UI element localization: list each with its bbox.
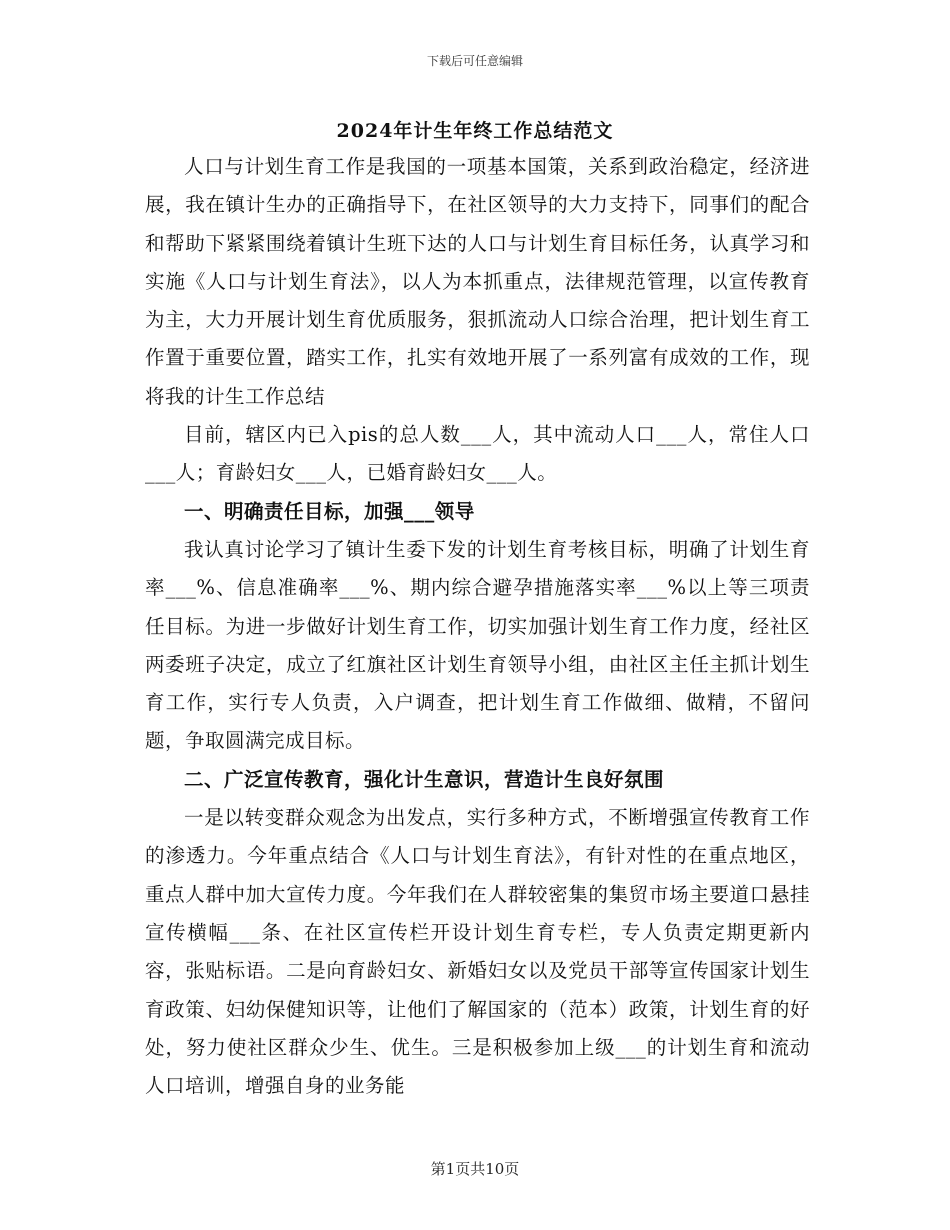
header-note: 下载后可任意编辑 [426, 54, 523, 68]
document-title: 2024年计生年终工作总结范文 [336, 120, 614, 142]
population-paragraph: 目前，辖区内已入pis的总人数___人，其中流动人口___人，常住人口___人；育龄妇女___人，已婚育龄妇女___人。 [145, 423, 810, 485]
document-body [145, 148, 810, 1105]
section-2-paragraph: 一是以转变群众观念为出发点，实行多种方式，不断增强宣传教育工作的渗透力。今年重点结合《人口与计划生育法》，有针对性的在重点地区，重点人群中加大宣传力度。今年我们在人群较密集的集贸市场主要道口悬挂宣传横幅___条、在社区宣传栏开设计划生育专栏，专人负责定期更新内容，张贴标语。二是向育龄妇女、新婚妇女以及党员干部等宣传国家计划生育政策、妇幼保健知识等，让他们了解国家的（范本）政策，计划生育的好处，努力使社区群众少生、优生。三是积极参加上级___的计划生育和流动人口培训，增强自身的业务能 [145, 806, 810, 1098]
section-2-heading: 二、广泛宣传教育，强化计生意识，营造计生良好氛围 [184, 767, 665, 791]
section-1-heading: 一、明确责任目标，加强___领导 [184, 499, 475, 523]
intro-paragraph: 人口与计划生育工作是我国的一项基本国策，关系到政治稳定，经济进展，我在镇计生办的正确指导下，在社区领导的大力支持下，同事们的配合和帮助下紧紧围绕着镇计生班下达的人口与计划生育目标任务，认真学习和实施《人口与计划生育法》，以人为本抓重点，法律规范管理，以宣传教育为主，大力开展计划生育优质服务，狠抓流动人口综合治理，把计划生育工作置于重要位置，踏实工作，扎实有效地开展了一系列富有成效的工作，现将我的计生工作总结 [145, 155, 810, 408]
page-number: 第1页共10页 [430, 1160, 520, 1178]
section-1-paragraph: 我认真讨论学习了镇计生委下发的计划生育考核目标，明确了计划生育率___%、信息准确率___%、期内综合避孕措施落实率___%以上等三项责任目标。为进一步做好计划生育工作，切实加强计划生育工作力度，经社区两委班子决定，成立了红旗社区计划生育领导小组，由社区主任主抓计划生育工作，实行专人负责，入户调查，把计划生育工作做细、做精，不留问题，争取圆满完成目标。 [145, 537, 810, 753]
